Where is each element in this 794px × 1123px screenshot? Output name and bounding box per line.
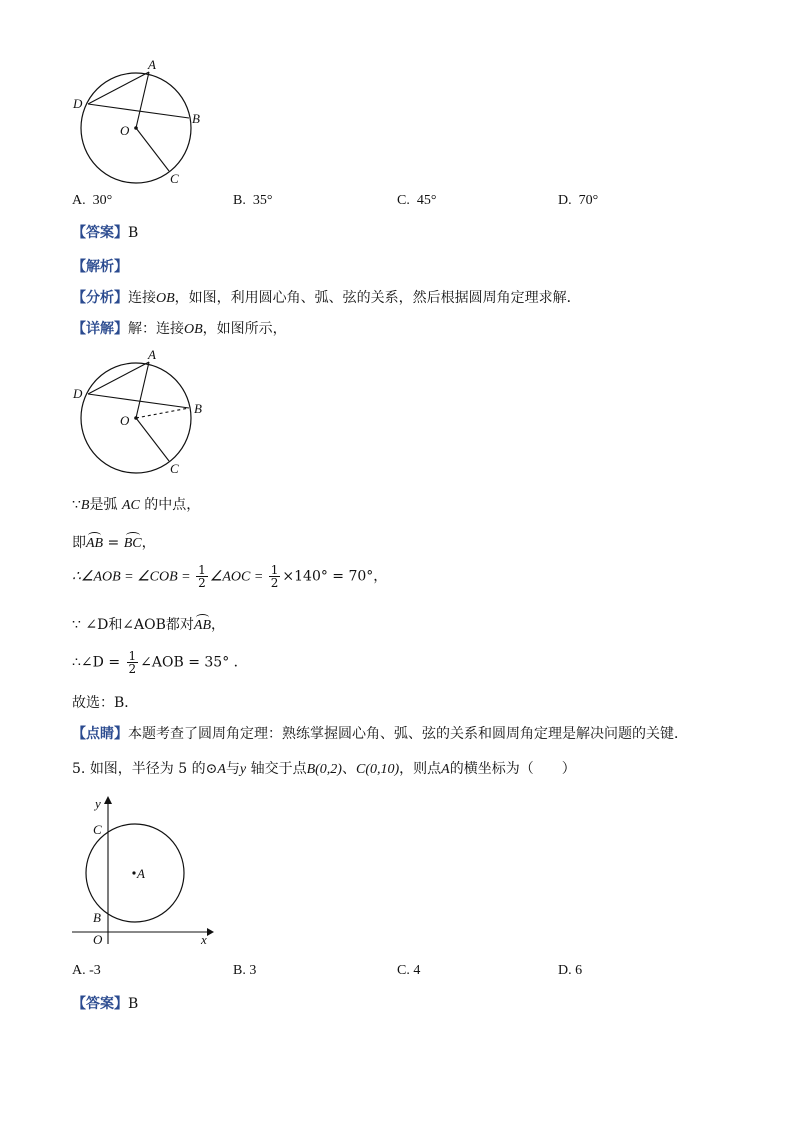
- coordinate-circle-figure: [62, 792, 222, 950]
- numerator: 1: [270, 563, 279, 577]
- q5-answer: [72, 993, 138, 1013]
- formula: ∴∠D =: [72, 654, 125, 671]
- stem-text: 如图，半径为 5 的⊙: [89, 761, 218, 777]
- detail-tag: 【详解】: [72, 321, 128, 337]
- solution-line-4: [72, 614, 225, 634]
- solution-line-2: [72, 532, 156, 552]
- option-letter: A.: [72, 193, 86, 208]
- answer-value: B: [128, 996, 139, 1012]
- formula: ∠AOB = 35°: [140, 654, 230, 671]
- option-letter: B.: [233, 963, 246, 978]
- stem-text: 、: [341, 761, 356, 777]
- q5-option-a: [72, 963, 101, 979]
- fenxi-var: OB: [156, 291, 175, 306]
- fraction: [269, 564, 281, 589]
- detail-text-rest: ，如图所示，: [202, 321, 287, 337]
- q5-option-d: [558, 963, 582, 979]
- text: ∵ ∠D和∠AOB都对: [72, 617, 194, 633]
- option-value: 35°: [252, 193, 273, 208]
- fenxi-tag: 【分析】: [72, 290, 128, 306]
- label-O: O: [120, 413, 130, 428]
- text: ，: [141, 535, 156, 551]
- stem-text: ，则点: [399, 761, 442, 777]
- formula: ∴∠AOB = ∠COB =: [72, 569, 195, 585]
- option-value: 6: [575, 963, 583, 978]
- var-b: B: [80, 498, 90, 513]
- because-symbol: ∵: [72, 497, 81, 513]
- denominator: 2: [270, 576, 279, 590]
- label-A: A: [148, 58, 156, 72]
- var-ac: AC: [121, 498, 140, 513]
- text: ．: [233, 654, 248, 671]
- circle-figure-1: [60, 58, 220, 193]
- q4-option-d: [558, 193, 598, 209]
- label-o: O: [93, 932, 103, 947]
- arc-ab: AB: [193, 618, 212, 633]
- option-value: 70°: [578, 193, 599, 208]
- fraction: [196, 564, 208, 589]
- comment-text: 本题考查了圆周角定理：熟练掌握圆心角、弧、弦的关系和圆周角定理是解决问题的关键．: [128, 726, 688, 742]
- text: 即: [72, 535, 86, 551]
- point-b: B(0,2): [306, 762, 342, 777]
- label-y: y: [95, 796, 101, 811]
- stem-text: 与: [225, 761, 240, 777]
- q4-option-c: [397, 193, 436, 209]
- denominator: 2: [128, 662, 137, 676]
- q5-option-c: [397, 963, 420, 979]
- equals: =: [103, 535, 124, 551]
- detail-var: OB: [184, 322, 203, 337]
- text: ，: [211, 617, 226, 633]
- solution-choose: 故选：B．: [72, 695, 139, 711]
- formula: ∠AOC =: [209, 569, 267, 585]
- option-value: -3: [89, 963, 101, 978]
- solution-line-1: [72, 494, 200, 514]
- label-O: O: [120, 123, 130, 138]
- denominator: 2: [198, 576, 206, 590]
- solution-line-3: [72, 564, 387, 589]
- label-A: A: [148, 348, 156, 362]
- answer-tag: 【答案】: [72, 225, 128, 241]
- formula: ×140° = 70°，: [282, 568, 388, 585]
- point-c: C(0,10): [355, 762, 400, 777]
- q4-option-b: [233, 193, 272, 209]
- answer-value: B: [128, 225, 139, 241]
- stem-text: 轴交于点: [246, 761, 307, 777]
- option-letter: C.: [397, 963, 410, 978]
- option-letter: B.: [233, 193, 246, 208]
- solution-line-5: [72, 650, 248, 675]
- option-letter: C.: [397, 193, 410, 208]
- numerator: 1: [128, 649, 137, 663]
- fenxi-text-rest: ，如图，利用圆心角、弧、弦的关系，然后根据圆周角定理求解．: [174, 290, 581, 306]
- q5-option-b: [233, 963, 256, 979]
- label-B: B: [194, 401, 202, 416]
- label-B: B: [192, 111, 200, 126]
- label-c: C: [93, 822, 102, 837]
- label-C: C: [170, 461, 179, 476]
- label-x: x: [201, 932, 207, 947]
- var-y: y: [239, 762, 247, 777]
- label-D: D: [73, 386, 83, 401]
- text: 的中点，: [144, 497, 201, 513]
- var-a: A: [441, 762, 450, 777]
- option-value: 45°: [416, 193, 437, 208]
- fraction: [127, 650, 139, 675]
- q4-answer: [72, 222, 138, 242]
- option-letter: D.: [558, 193, 572, 208]
- label-b: B: [93, 910, 101, 925]
- answer-tag: 【答案】: [72, 996, 128, 1012]
- arc-ab: AB: [86, 536, 104, 551]
- option-value: 30°: [92, 193, 113, 208]
- label-D: D: [73, 96, 83, 111]
- option-letter: D.: [558, 963, 572, 978]
- q4-analysis-tag: 【解析】: [72, 259, 128, 275]
- q5-stem: [72, 758, 576, 778]
- option-value: 3: [249, 963, 257, 978]
- option-letter: A.: [72, 963, 86, 978]
- arc-bc: BC: [123, 536, 142, 551]
- option-value: 4: [413, 963, 421, 978]
- question-number: 5.: [72, 761, 86, 777]
- q4-fenxi: [72, 287, 581, 307]
- q4-comment: [72, 723, 688, 743]
- detail-text: 解：连接: [128, 321, 184, 337]
- text: 是弧: [89, 497, 118, 513]
- stem-text: 的横坐标为（ ）: [449, 761, 576, 777]
- numerator: 1: [198, 563, 206, 577]
- comment-tag: 【点睛】: [72, 726, 128, 742]
- q4-detail: [72, 318, 287, 338]
- var-a: A: [217, 762, 226, 777]
- label-C: C: [170, 171, 179, 186]
- circle-figure-2: [60, 348, 220, 483]
- label-a: A: [137, 866, 145, 881]
- fenxi-text: 连接: [128, 290, 156, 306]
- q4-option-a: [72, 193, 112, 209]
